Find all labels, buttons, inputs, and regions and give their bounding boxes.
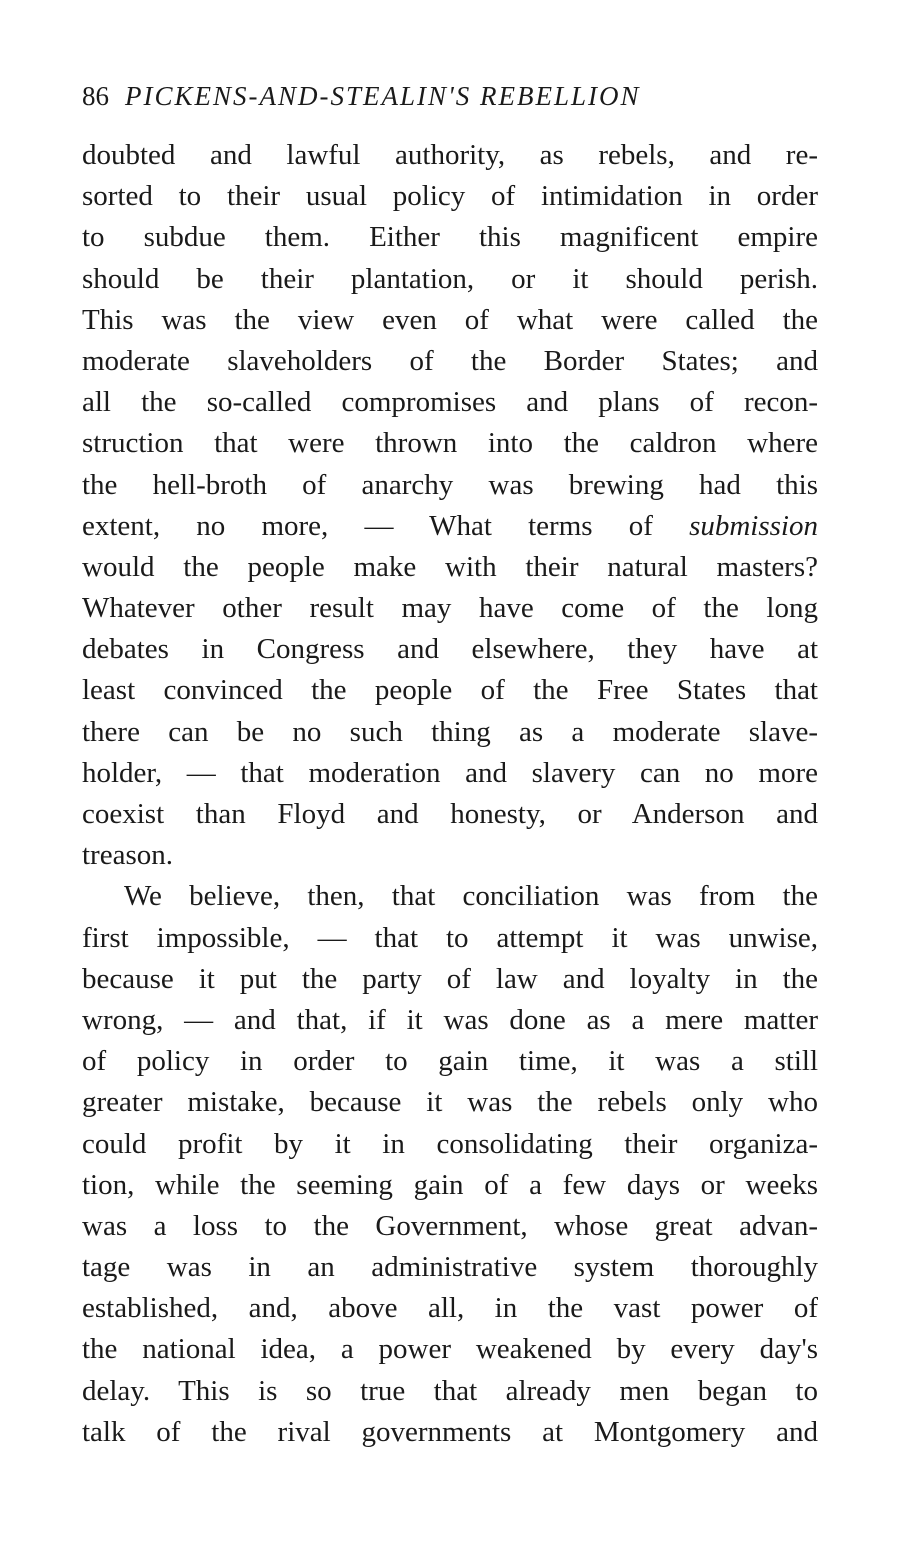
text-line: moderate slaveholders of the Border States; and	[82, 344, 818, 377]
text-line: doubted and lawful authority, as rebels, and re-	[82, 139, 818, 171]
paragraph-1	[82, 135, 818, 876]
text-line: greater mistake, because it was the rebels only who	[82, 1086, 818, 1119]
body-text	[82, 135, 818, 1453]
text-line: debates in Congress and elsewhere, they have at	[82, 633, 818, 666]
text-line: tage was in an administrative system thoroughly	[82, 1251, 818, 1284]
text-line	[82, 506, 818, 547]
text-line: all the so-called compromises and plans of recon-	[82, 386, 818, 419]
text-line: talk of the rival governments at Montgomery and	[82, 1415, 818, 1448]
text-line: We believe, then, that conciliation was from the	[124, 880, 818, 913]
running-title: PICKENS-AND-STEALIN'S REBELLION	[125, 81, 641, 111]
text-line: to subdue them. Either this magnificent empire	[82, 221, 818, 254]
text-line: wrong, — and that, if it was done as a mere matter	[82, 1003, 818, 1036]
paragraph-2	[82, 876, 818, 1453]
text-line: could profit by it in consolidating their organiza-	[82, 1127, 818, 1160]
page-number: 86	[82, 81, 109, 111]
text-line: would the people make with their natural masters?	[82, 550, 818, 583]
text-run: extent, no more, — What terms of	[82, 509, 690, 542]
text-line: Whatever other result may have come of the long	[82, 592, 818, 625]
text-line: struction that were thrown into the caldron where	[82, 427, 818, 460]
text-line: established, and, above all, in the vast power of	[82, 1292, 818, 1325]
text-line: coexist than Floyd and honesty, or Anderson and	[82, 798, 818, 830]
text-line: because it put the party of law and loyalty in the	[82, 962, 818, 995]
text-line: tion, while the seeming gain of a few days or weeks	[82, 1168, 818, 1201]
text-line: should be their plantation, or it should perish.	[82, 262, 818, 295]
text-line: delay. This is so true that already men began to	[82, 1374, 818, 1407]
text-line: the national idea, a power weakened by every day's	[82, 1333, 818, 1366]
text-line: was a loss to the Government, whose great advan-	[82, 1209, 818, 1242]
text-line: This was the view even of what were called the	[82, 303, 818, 336]
text-line: there can be no such thing as a moderate slave-	[82, 715, 818, 748]
text-line: first impossible, — that to attempt it was unwise,	[82, 921, 818, 954]
text-line: least convinced the people of the Free States that	[82, 674, 818, 707]
text-line: treason.	[82, 839, 173, 872]
text-line: the hell-broth of anarchy was brewing had this	[82, 468, 818, 501]
italic-word-submission: submission	[689, 509, 818, 542]
text-line: sorted to their usual policy of intimidation in order	[82, 180, 818, 213]
text-line: of policy in order to gain time, it was a still	[82, 1045, 818, 1078]
running-head	[82, 76, 818, 116]
text-line: holder, — that moderation and slavery can no more	[82, 756, 818, 789]
